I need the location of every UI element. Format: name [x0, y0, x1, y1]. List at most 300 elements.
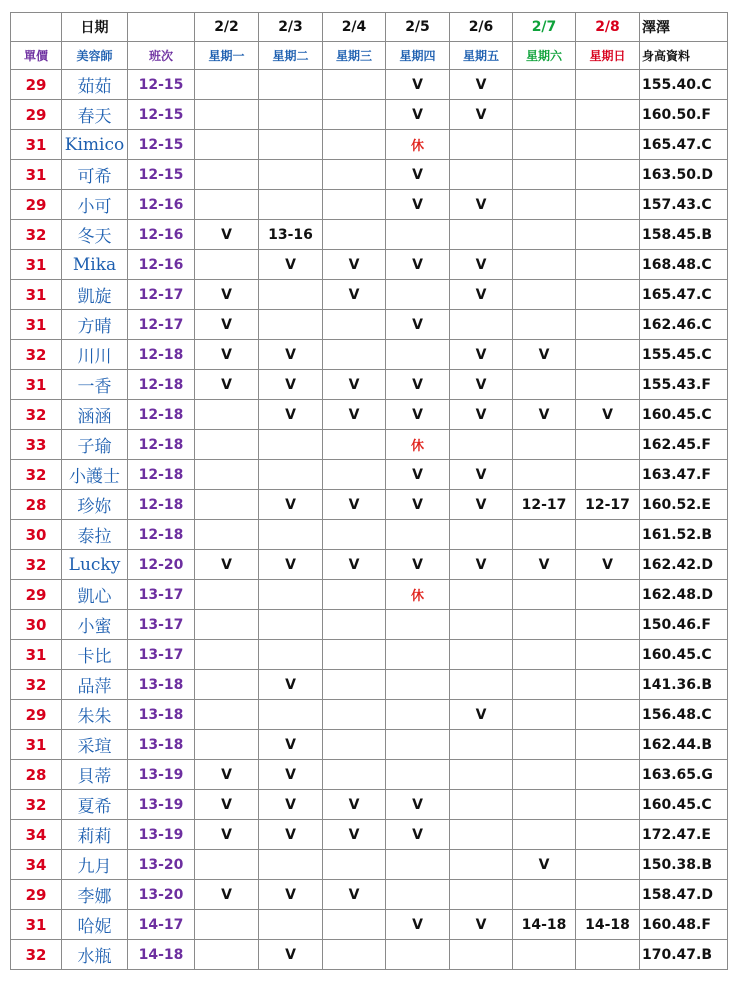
day-cell-sat — [513, 610, 576, 640]
table-row — [11, 730, 728, 760]
day-cell-sat — [513, 460, 576, 490]
body-info-cell: 150.46.F — [640, 610, 728, 640]
day-cell-fri — [450, 310, 513, 340]
table-row — [11, 880, 728, 910]
day-cell-tue — [259, 460, 323, 490]
day-cell-sat — [513, 520, 576, 550]
day-cell-sun — [576, 760, 640, 790]
day-cell-tue: V — [259, 370, 323, 400]
day-cell-sat — [513, 790, 576, 820]
day-cell-wed — [323, 940, 386, 970]
body-info-cell: 162.42.D — [640, 550, 728, 580]
day-cell-thu — [386, 610, 450, 640]
day-cell-sat: V — [513, 850, 576, 880]
day-cell-sat — [513, 880, 576, 910]
day-cell-mon — [195, 130, 259, 160]
schedule-table — [10, 12, 728, 970]
shift-cell: 12-18 — [128, 400, 195, 430]
shift-cell: 13-17 — [128, 580, 195, 610]
table-row — [11, 700, 728, 730]
day-cell-sun — [576, 610, 640, 640]
day-cell-mon: V — [195, 550, 259, 580]
day-cell-sun — [576, 520, 640, 550]
day-cell-tue — [259, 520, 323, 550]
beautician-name: Lucky — [62, 550, 128, 580]
day-cell-tue: V — [259, 790, 323, 820]
day-cell-wed: V — [323, 280, 386, 310]
day-cell-fri — [450, 610, 513, 640]
day-cell-mon — [195, 190, 259, 220]
day-cell-fri: V — [450, 340, 513, 370]
day-cell-fri — [450, 520, 513, 550]
day-cell-mon — [195, 250, 259, 280]
table-row — [11, 430, 728, 460]
day-cell-fri: V — [450, 70, 513, 100]
day-cell-thu: V — [386, 70, 450, 100]
day-cell-tue — [259, 130, 323, 160]
day-cell-mon: V — [195, 280, 259, 310]
beautician-name: 采瑄 — [62, 730, 128, 760]
header-blank-shift — [128, 13, 195, 42]
price-cell: 32 — [11, 790, 62, 820]
day-cell-tue: V — [259, 340, 323, 370]
day-cell-fri: V — [450, 910, 513, 940]
day-cell-wed — [323, 130, 386, 160]
day-cell-sun — [576, 190, 640, 220]
day-cell-thu: 休 — [386, 130, 450, 160]
header-weekday-sat: 星期六 — [513, 42, 576, 70]
body-info-cell: 160.48.F — [640, 910, 728, 940]
day-cell-sat — [513, 580, 576, 610]
day-cell-wed — [323, 460, 386, 490]
day-cell-mon — [195, 730, 259, 760]
shift-cell: 12-20 — [128, 550, 195, 580]
beautician-name: 貝蒂 — [62, 760, 128, 790]
day-cell-sun — [576, 100, 640, 130]
table-row — [11, 550, 728, 580]
beautician-name: 夏希 — [62, 790, 128, 820]
day-cell-mon — [195, 490, 259, 520]
day-cell-wed — [323, 430, 386, 460]
day-cell-wed — [323, 850, 386, 880]
table-row — [11, 850, 728, 880]
table-row — [11, 520, 728, 550]
header-body-info: 身高資料 — [640, 42, 728, 70]
table-row — [11, 670, 728, 700]
day-cell-mon — [195, 100, 259, 130]
day-cell-wed — [323, 610, 386, 640]
table-row — [11, 460, 728, 490]
header-date-sat: 2/7 — [513, 13, 576, 42]
day-cell-sun — [576, 370, 640, 400]
day-cell-fri — [450, 760, 513, 790]
price-cell: 32 — [11, 550, 62, 580]
header-owner: 澤澤 — [640, 13, 728, 42]
day-cell-mon — [195, 460, 259, 490]
price-cell: 29 — [11, 70, 62, 100]
day-cell-sat — [513, 310, 576, 340]
day-cell-fri — [450, 790, 513, 820]
shift-cell: 12-16 — [128, 190, 195, 220]
schedule-body — [11, 70, 728, 970]
day-cell-tue — [259, 280, 323, 310]
day-cell-sun — [576, 220, 640, 250]
day-cell-sat — [513, 820, 576, 850]
day-cell-fri — [450, 430, 513, 460]
day-cell-wed — [323, 730, 386, 760]
day-cell-fri: V — [450, 250, 513, 280]
day-cell-sat: V — [513, 400, 576, 430]
day-cell-tue — [259, 70, 323, 100]
header-date-sun: 2/8 — [576, 13, 640, 42]
day-cell-sat — [513, 760, 576, 790]
day-cell-thu: V — [386, 250, 450, 280]
body-info-cell: 158.45.B — [640, 220, 728, 250]
beautician-name: 春天 — [62, 100, 128, 130]
beautician-name: 方晴 — [62, 310, 128, 340]
body-info-cell: 150.38.B — [640, 850, 728, 880]
shift-cell: 13-17 — [128, 610, 195, 640]
table-row — [11, 340, 728, 370]
beautician-name: 哈妮 — [62, 910, 128, 940]
beautician-name: 珍妳 — [62, 490, 128, 520]
day-cell-mon — [195, 610, 259, 640]
table-row — [11, 940, 728, 970]
price-cell: 31 — [11, 370, 62, 400]
day-cell-wed — [323, 670, 386, 700]
table-row — [11, 490, 728, 520]
day-cell-fri — [450, 940, 513, 970]
body-info-cell: 160.52.E — [640, 490, 728, 520]
day-cell-sun — [576, 460, 640, 490]
day-cell-sun — [576, 70, 640, 100]
day-cell-sun — [576, 250, 640, 280]
body-info-cell: 170.47.B — [640, 940, 728, 970]
day-cell-thu — [386, 850, 450, 880]
table-row — [11, 820, 728, 850]
price-cell: 31 — [11, 280, 62, 310]
day-cell-sun — [576, 850, 640, 880]
day-cell-tue: V — [259, 490, 323, 520]
day-cell-sun — [576, 670, 640, 700]
day-cell-tue: V — [259, 820, 323, 850]
day-cell-fri: V — [450, 400, 513, 430]
day-cell-sun — [576, 130, 640, 160]
shift-cell: 14-18 — [128, 940, 195, 970]
beautician-name: 涵涵 — [62, 400, 128, 430]
table-row — [11, 220, 728, 250]
day-cell-fri: V — [450, 490, 513, 520]
day-cell-tue: V — [259, 670, 323, 700]
shift-cell: 13-20 — [128, 850, 195, 880]
shift-cell: 13-18 — [128, 670, 195, 700]
day-cell-fri — [450, 160, 513, 190]
header-weekday-mon: 星期一 — [195, 42, 259, 70]
price-cell: 31 — [11, 130, 62, 160]
day-cell-fri: V — [450, 100, 513, 130]
table-row — [11, 250, 728, 280]
header-weekday-thu: 星期四 — [386, 42, 450, 70]
day-cell-sun — [576, 880, 640, 910]
shift-cell: 13-18 — [128, 730, 195, 760]
price-cell: 32 — [11, 400, 62, 430]
day-cell-sun — [576, 730, 640, 760]
day-cell-sun — [576, 280, 640, 310]
day-cell-mon — [195, 400, 259, 430]
day-cell-sat — [513, 250, 576, 280]
day-cell-fri: V — [450, 460, 513, 490]
table-row — [11, 790, 728, 820]
day-cell-sun: 12-17 — [576, 490, 640, 520]
day-cell-tue — [259, 850, 323, 880]
day-cell-thu — [386, 340, 450, 370]
day-cell-fri — [450, 820, 513, 850]
body-info-cell: 160.45.C — [640, 640, 728, 670]
day-cell-wed — [323, 760, 386, 790]
day-cell-thu — [386, 220, 450, 250]
day-cell-fri — [450, 880, 513, 910]
beautician-name: 九月 — [62, 850, 128, 880]
price-cell: 29 — [11, 190, 62, 220]
day-cell-mon: V — [195, 820, 259, 850]
price-cell: 31 — [11, 730, 62, 760]
shift-cell: 12-16 — [128, 220, 195, 250]
day-cell-fri — [450, 130, 513, 160]
day-cell-tue — [259, 610, 323, 640]
body-info-cell: 168.48.C — [640, 250, 728, 280]
table-row — [11, 310, 728, 340]
body-info-cell: 161.52.B — [640, 520, 728, 550]
day-cell-thu — [386, 730, 450, 760]
header-shift: 班次 — [128, 42, 195, 70]
beautician-name: 凱旋 — [62, 280, 128, 310]
day-cell-fri: V — [450, 280, 513, 310]
weekday-header-row — [11, 42, 728, 70]
body-info-cell: 156.48.C — [640, 700, 728, 730]
beautician-name: 川川 — [62, 340, 128, 370]
day-cell-wed — [323, 640, 386, 670]
table-row — [11, 640, 728, 670]
day-cell-thu — [386, 670, 450, 700]
day-cell-thu: V — [386, 190, 450, 220]
body-info-cell: 165.47.C — [640, 130, 728, 160]
beautician-name: 朱朱 — [62, 700, 128, 730]
body-info-cell: 155.45.C — [640, 340, 728, 370]
body-info-cell: 141.36.B — [640, 670, 728, 700]
price-cell: 34 — [11, 820, 62, 850]
body-info-cell: 160.45.C — [640, 400, 728, 430]
day-cell-sun — [576, 790, 640, 820]
day-cell-sun: V — [576, 550, 640, 580]
day-cell-tue — [259, 430, 323, 460]
day-cell-sat — [513, 190, 576, 220]
day-cell-thu: V — [386, 790, 450, 820]
day-cell-mon — [195, 430, 259, 460]
day-cell-sun — [576, 820, 640, 850]
price-cell: 32 — [11, 460, 62, 490]
header-weekday-tue: 星期二 — [259, 42, 323, 70]
day-cell-sun — [576, 640, 640, 670]
day-cell-mon: V — [195, 760, 259, 790]
header-weekday-wed: 星期三 — [323, 42, 386, 70]
price-cell: 29 — [11, 700, 62, 730]
day-cell-sat: 12-17 — [513, 490, 576, 520]
header-weekday-sun: 星期日 — [576, 42, 640, 70]
table-row — [11, 610, 728, 640]
beautician-name: Mika — [62, 250, 128, 280]
day-cell-thu — [386, 940, 450, 970]
day-cell-thu: V — [386, 910, 450, 940]
day-cell-wed — [323, 70, 386, 100]
body-info-cell: 172.47.E — [640, 820, 728, 850]
day-cell-wed: V — [323, 880, 386, 910]
day-cell-tue: V — [259, 760, 323, 790]
day-cell-mon — [195, 160, 259, 190]
day-cell-sat — [513, 160, 576, 190]
body-info-cell: 162.45.F — [640, 430, 728, 460]
day-cell-wed: V — [323, 370, 386, 400]
day-cell-tue: V — [259, 400, 323, 430]
day-cell-sun: 14-18 — [576, 910, 640, 940]
day-cell-fri: V — [450, 550, 513, 580]
shift-cell: 13-20 — [128, 880, 195, 910]
day-cell-sat — [513, 370, 576, 400]
day-cell-wed — [323, 580, 386, 610]
price-cell: 32 — [11, 940, 62, 970]
day-cell-sun — [576, 580, 640, 610]
price-cell: 31 — [11, 160, 62, 190]
day-cell-tue: V — [259, 940, 323, 970]
day-cell-wed — [323, 310, 386, 340]
beautician-name: 品萍 — [62, 670, 128, 700]
header-weekday-fri: 星期五 — [450, 42, 513, 70]
price-cell: 34 — [11, 850, 62, 880]
day-cell-thu — [386, 700, 450, 730]
body-info-cell: 155.40.C — [640, 70, 728, 100]
day-cell-mon — [195, 850, 259, 880]
day-cell-fri — [450, 670, 513, 700]
beautician-name: 水瓶 — [62, 940, 128, 970]
day-cell-mon — [195, 580, 259, 610]
day-cell-fri: V — [450, 190, 513, 220]
shift-cell: 12-18 — [128, 370, 195, 400]
shift-cell: 13-17 — [128, 640, 195, 670]
beautician-name: 一香 — [62, 370, 128, 400]
price-cell: 28 — [11, 490, 62, 520]
day-cell-wed — [323, 520, 386, 550]
table-row — [11, 130, 728, 160]
beautician-name: 卡比 — [62, 640, 128, 670]
day-cell-thu — [386, 880, 450, 910]
table-row — [11, 760, 728, 790]
beautician-name: 李娜 — [62, 880, 128, 910]
day-cell-thu: V — [386, 460, 450, 490]
day-cell-sat: V — [513, 550, 576, 580]
price-cell: 31 — [11, 910, 62, 940]
day-cell-sat — [513, 70, 576, 100]
day-cell-thu: V — [386, 400, 450, 430]
day-cell-sat: V — [513, 340, 576, 370]
shift-cell: 12-15 — [128, 100, 195, 130]
day-cell-sat — [513, 130, 576, 160]
day-cell-thu: V — [386, 100, 450, 130]
beautician-name: 可希 — [62, 160, 128, 190]
table-row — [11, 160, 728, 190]
header-blank-price — [11, 13, 62, 42]
table-row — [11, 70, 728, 100]
table-row — [11, 370, 728, 400]
header-price: 單價 — [11, 42, 62, 70]
day-cell-mon — [195, 640, 259, 670]
day-cell-thu: V — [386, 310, 450, 340]
day-cell-mon: V — [195, 790, 259, 820]
day-cell-tue — [259, 910, 323, 940]
day-cell-sun — [576, 310, 640, 340]
header-date-wed: 2/4 — [323, 13, 386, 42]
shift-cell: 13-18 — [128, 700, 195, 730]
body-info-cell: 158.47.D — [640, 880, 728, 910]
shift-cell: 12-16 — [128, 250, 195, 280]
day-cell-fri: V — [450, 370, 513, 400]
beautician-name: 泰拉 — [62, 520, 128, 550]
day-cell-fri — [450, 580, 513, 610]
day-cell-thu — [386, 760, 450, 790]
day-cell-wed — [323, 220, 386, 250]
price-cell: 31 — [11, 250, 62, 280]
body-info-cell: 160.50.F — [640, 100, 728, 130]
shift-cell: 14-17 — [128, 910, 195, 940]
beautician-name: Kimico — [62, 130, 128, 160]
table-row — [11, 190, 728, 220]
day-cell-sat — [513, 700, 576, 730]
price-cell: 29 — [11, 880, 62, 910]
day-cell-mon: V — [195, 370, 259, 400]
day-cell-wed — [323, 100, 386, 130]
beautician-name: 小可 — [62, 190, 128, 220]
day-cell-sat — [513, 640, 576, 670]
day-cell-tue: V — [259, 730, 323, 760]
header-beautician: 美容師 — [62, 42, 128, 70]
day-cell-wed: V — [323, 820, 386, 850]
price-cell: 32 — [11, 340, 62, 370]
shift-cell: 12-18 — [128, 430, 195, 460]
beautician-name: 凱心 — [62, 580, 128, 610]
shift-cell: 12-15 — [128, 70, 195, 100]
day-cell-tue — [259, 160, 323, 190]
day-cell-sun: V — [576, 400, 640, 430]
day-cell-wed: V — [323, 490, 386, 520]
body-info-cell: 157.43.C — [640, 190, 728, 220]
header-date-mon: 2/2 — [195, 13, 259, 42]
price-cell: 32 — [11, 670, 62, 700]
day-cell-fri: V — [450, 700, 513, 730]
day-cell-tue — [259, 640, 323, 670]
price-cell: 33 — [11, 430, 62, 460]
day-cell-tue — [259, 100, 323, 130]
day-cell-mon: V — [195, 880, 259, 910]
day-cell-tue: V — [259, 550, 323, 580]
day-cell-wed — [323, 700, 386, 730]
day-cell-wed: V — [323, 400, 386, 430]
day-cell-mon: V — [195, 220, 259, 250]
price-cell: 30 — [11, 520, 62, 550]
price-cell: 29 — [11, 580, 62, 610]
shift-cell: 12-17 — [128, 280, 195, 310]
beautician-name: 冬天 — [62, 220, 128, 250]
shift-cell: 13-19 — [128, 790, 195, 820]
day-cell-fri — [450, 850, 513, 880]
beautician-name: 子瑜 — [62, 430, 128, 460]
